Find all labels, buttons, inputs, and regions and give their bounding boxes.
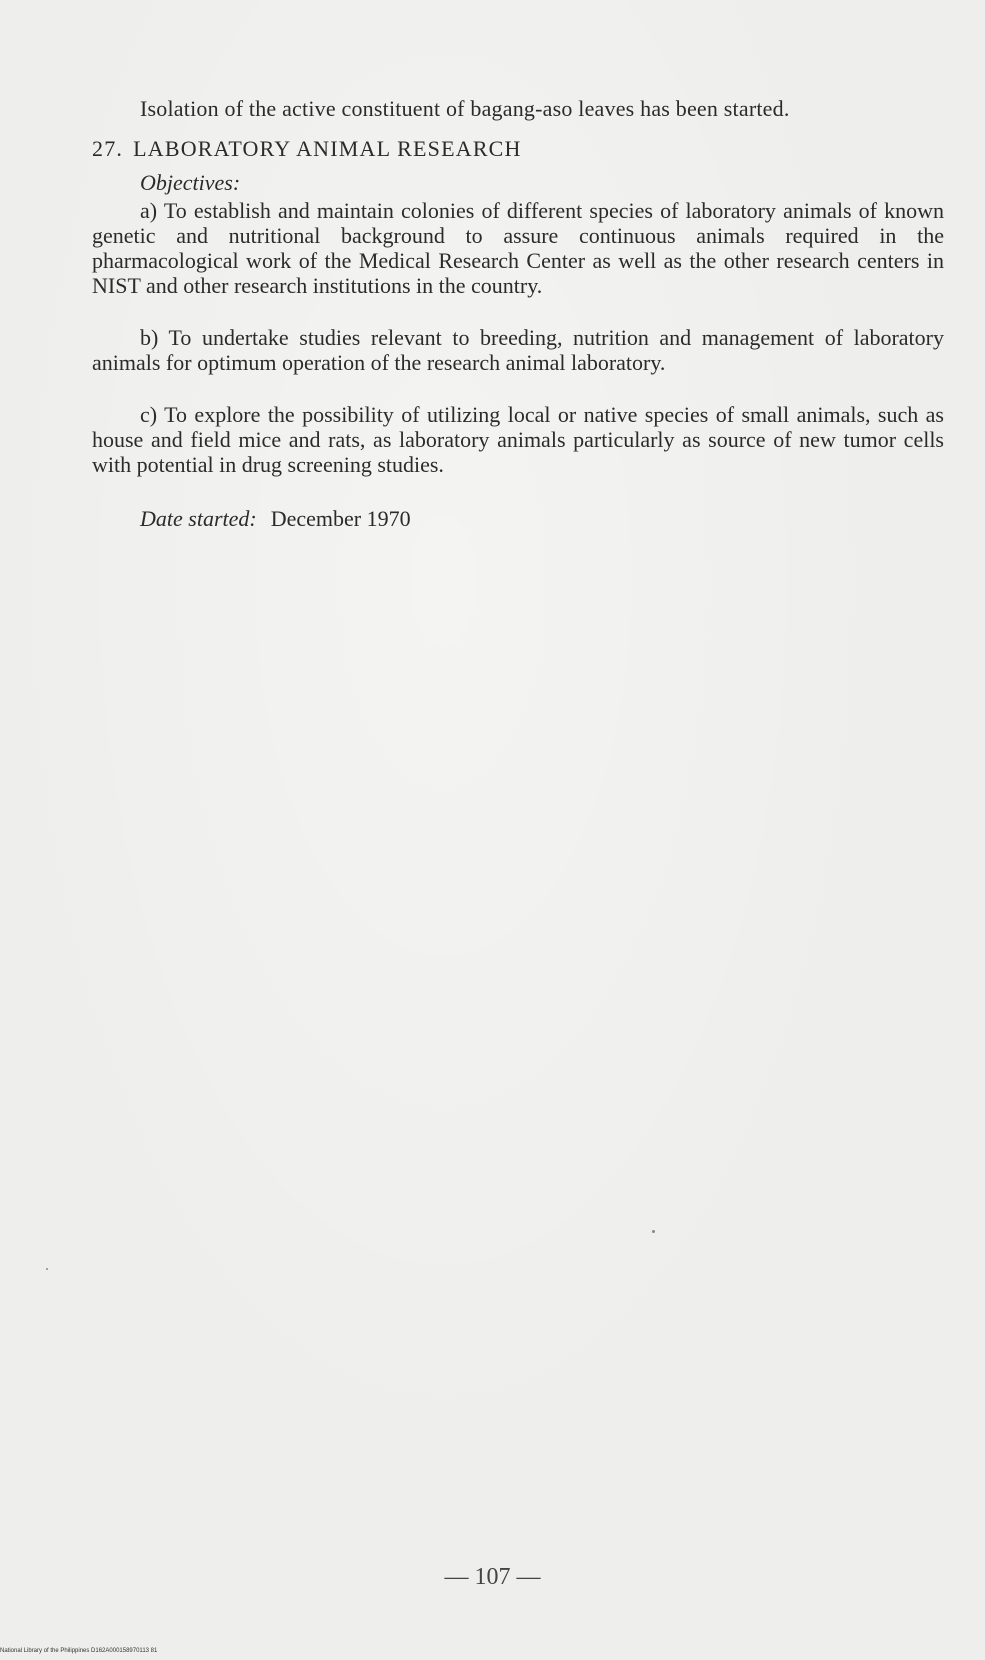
objectives-label: Objectives: — [140, 170, 241, 195]
section-heading — [92, 136, 522, 162]
paper-speck — [46, 1268, 48, 1270]
objective-a-paragraph: a) To establish and maintain colonies of different species of laboratory animals of known genetic and nutritional background to assure continuous animals required in the pharmacological work of the Medical Research Center as well as the other research centers in NIST and other research institutions in the country. — [92, 198, 944, 298]
intro-line: Isolation of the active constituent of bagang-aso leaves has been started. — [140, 96, 790, 121]
date-started-label: Date started: — [140, 506, 257, 531]
objective-c-paragraph: c) To explore the possibility of utilizing local or native species of small animals, such as house and field mice and rats, as laboratory animals particularly as source of new tumor cells with potential in drug screening studies. — [92, 402, 944, 477]
date-started-line — [140, 506, 411, 532]
paper-speck — [652, 1230, 655, 1233]
objective-b-paragraph: b) To undertake studies relevant to breeding, nutrition and management of laboratory animals for optimum operation of the research animal laboratory. — [92, 325, 944, 375]
section-title: LABORATORY ANIMAL RESEARCH — [133, 136, 522, 161]
footer-archive-stamp: National Library of the Philippines D162A000158970113 81 — [0, 1648, 158, 1654]
date-started-value: December 1970 — [270, 506, 411, 531]
page-number: — 107 — — [444, 1564, 541, 1590]
section-number: 27. — [92, 136, 124, 161]
